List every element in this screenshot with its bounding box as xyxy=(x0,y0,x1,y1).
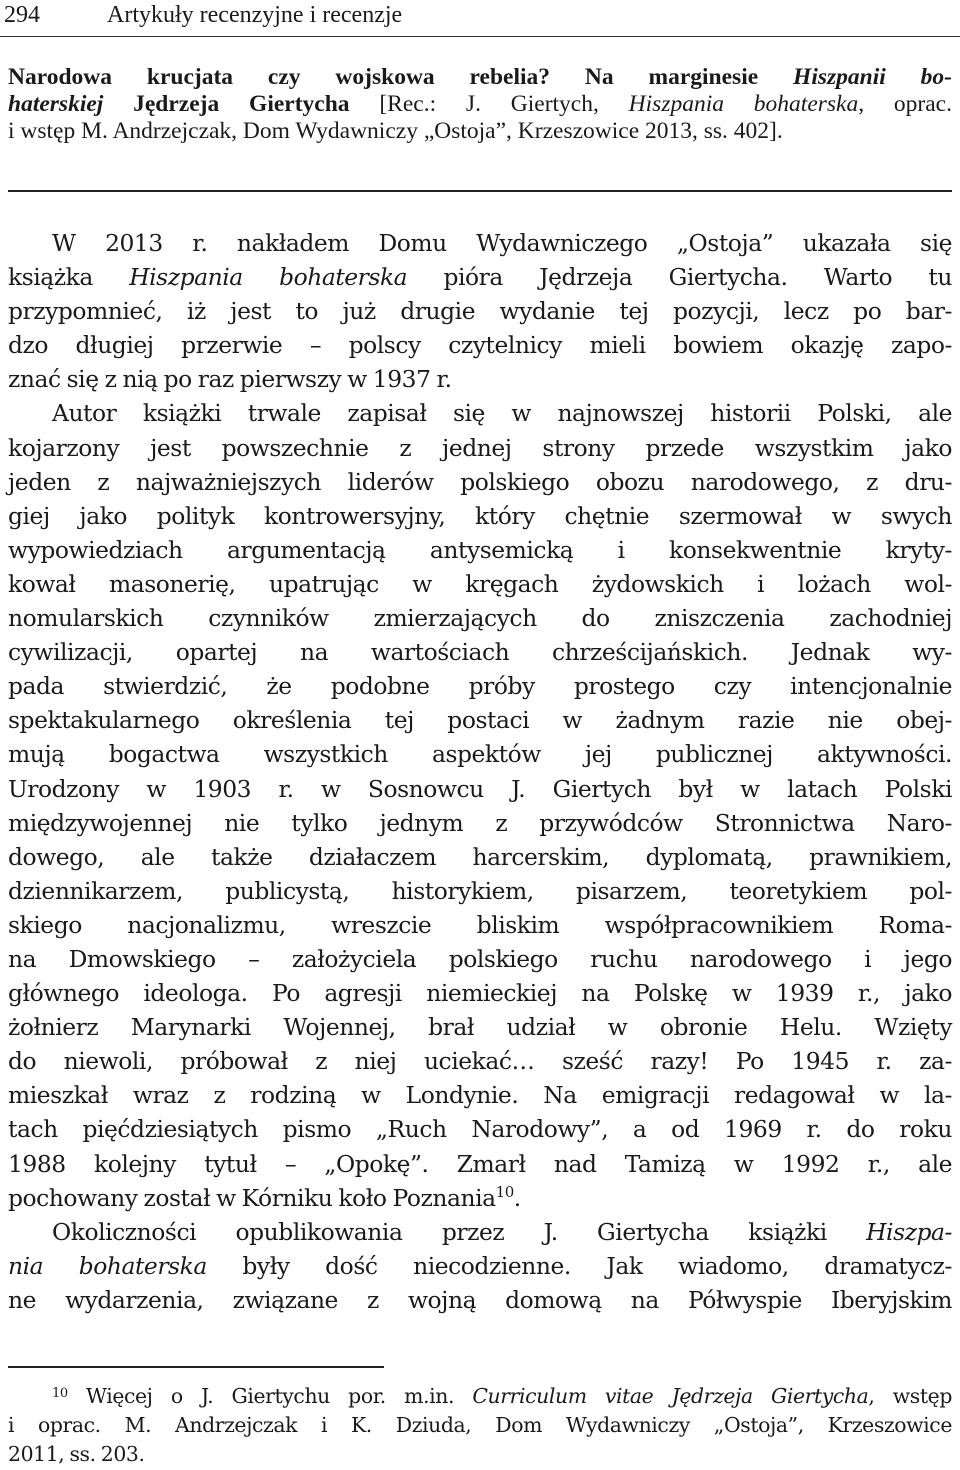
text-line: spektakularnego określenia tej postaci w żadnym razie nie obej- xyxy=(8,706,952,735)
review-title-line: Narodowa krucjata czy wojskowa rebelia? Na marginesie Hiszpanii bo- xyxy=(8,64,952,90)
text-line: tach pięćdziesiątych pismo „Ruch Narodowy”, a od 1969 r. do roku xyxy=(8,1115,952,1144)
footnote-line: $^{10}$ Więcej o J. Giertychu por. m.in. Curriculum vitae Jędrzeja Giertycha, wstęp xyxy=(52,1384,952,1408)
text-line: na Dmowskiego – założyciela polskiego ruchu narodowego i jego xyxy=(8,944,952,973)
text-line: giej jako polityk kontrowersyjny, który chętnie szermował w swych xyxy=(8,501,952,530)
text-line: przypomnieć, iż jest to już drugie wydanie tej pozycji, lecz po bar- xyxy=(8,297,952,326)
text-line: Autor książki trwale zapisał się w najnowszej historii Polski, ale xyxy=(52,399,952,428)
text-line: Urodzony w 1903 r. w Sosnowcu J. Giertych był w latach Polski xyxy=(8,774,952,803)
review-title-line: i wstęp M. Andrzejczak, Dom Wydawniczy „Ostoja”, Krzeszowice 2013, ss. 402]. xyxy=(8,118,783,144)
text-line: międzywojennej nie tylko jednym z przywódców Stronnictwa Naro- xyxy=(8,808,952,837)
text-line: dowego, ale także działaczem harcerskim, dyplomatą, prawnikiem, xyxy=(8,842,952,871)
text-line: nomularskich czynników zmierzających do zniszczenia zachodniej xyxy=(8,604,952,633)
text-line: kojarzony jest powszechnie z jednej strony przede wszystkim jako xyxy=(8,433,952,462)
title-divider xyxy=(8,190,952,192)
text-line: wypowiedziach argumentacją antysemicką i konsekwentnie kryty- xyxy=(8,535,952,564)
text-line: jeden z najważniejszych liderów polskiego obozu narodowego, z dru- xyxy=(8,467,952,496)
text-line: pochowany został w Kórniku koło Poznania$^{10}$. xyxy=(8,1182,521,1212)
text-line: nia bohaterska były dość niecodzienne. Jak wiadomo, dramatycz- xyxy=(8,1251,952,1280)
text-line: mieszkał wraz z rodziną w Londynie. Na emigracji redagował w la- xyxy=(8,1081,952,1110)
section-title: Artykuły recenzyjne i recenzje xyxy=(107,2,403,28)
text-line: żołnierz Marynarki Wojennej, brał udział w obronie Helu. Wzięty xyxy=(8,1013,952,1042)
body-text xyxy=(8,226,952,1317)
text-line: W 2013 r. nakładem Domu Wydawniczego „Ostoja” ukazała się xyxy=(52,229,952,257)
footnote-reference[interactable]: 10 xyxy=(495,1182,514,1201)
footnote-line: 2011, ss. 203. xyxy=(8,1442,145,1466)
footnote-divider xyxy=(8,1366,384,1368)
text-line: pada stwierdzić, że podobne próby prostego czy intencjonalnie xyxy=(8,672,952,701)
text-line: kował masonerię, upatrując w kręgach żydowskich i lożach wol- xyxy=(8,569,952,598)
text-line: książka Hiszpania bohaterska pióra Jędrzeja Giertycha. Warto tu xyxy=(8,263,952,292)
running-header xyxy=(0,0,960,37)
text-line: głównego ideologa. Po agresji niemieckiej na Polskę w 1939 r., jako xyxy=(8,979,952,1008)
footnote xyxy=(8,1382,952,1469)
review-title-line: haterskiej Jędrzeja Giertycha [Rec.: J. Giertych, Hiszpania bohaterska, oprac. xyxy=(8,91,952,117)
text-line: dziennikarzem, publicystą, historykiem, pisarzem, teoretykiem pol- xyxy=(8,876,952,905)
text-line: znać się z nią po raz pierwszy w 1937 r. xyxy=(8,365,452,394)
text-line: cywilizacji, opartej na wartościach chrześcijańskich. Jednak wy- xyxy=(8,638,952,667)
text-line: mują bogactwa wszystkich aspektów jej publicznej aktywności. xyxy=(8,740,952,769)
footnote-line: i oprac. M. Andrzejczak i K. Dziuda, Dom Wydawniczy „Ostoja”, Krzeszowice xyxy=(8,1413,952,1437)
text-line: 1988 kolejny tytuł – „Opokę”. Zmarł nad Tamizą w 1992 r., ale xyxy=(8,1149,952,1178)
text-line: skiego nacjonalizmu, wreszcie bliskim współpracownikiem Roma- xyxy=(8,910,952,939)
text-line: Okoliczności opublikowania przez J. Giertycha książki Hiszpa- xyxy=(52,1217,952,1246)
page-number: 294 xyxy=(4,2,40,28)
text-line: ne wydarzenia, związane z wojną domową na Półwyspie Iberyjskim xyxy=(8,1285,952,1314)
text-line: do niewoli, próbował z niej uciekać… sześć razy! Po 1945 r. za- xyxy=(8,1047,952,1076)
text-line: dzo długiej przerwie – polscy czytelnicy mieli bowiem okazję zapo- xyxy=(8,331,952,360)
footnote-number: 10 xyxy=(52,1386,68,1401)
review-title xyxy=(8,64,952,145)
